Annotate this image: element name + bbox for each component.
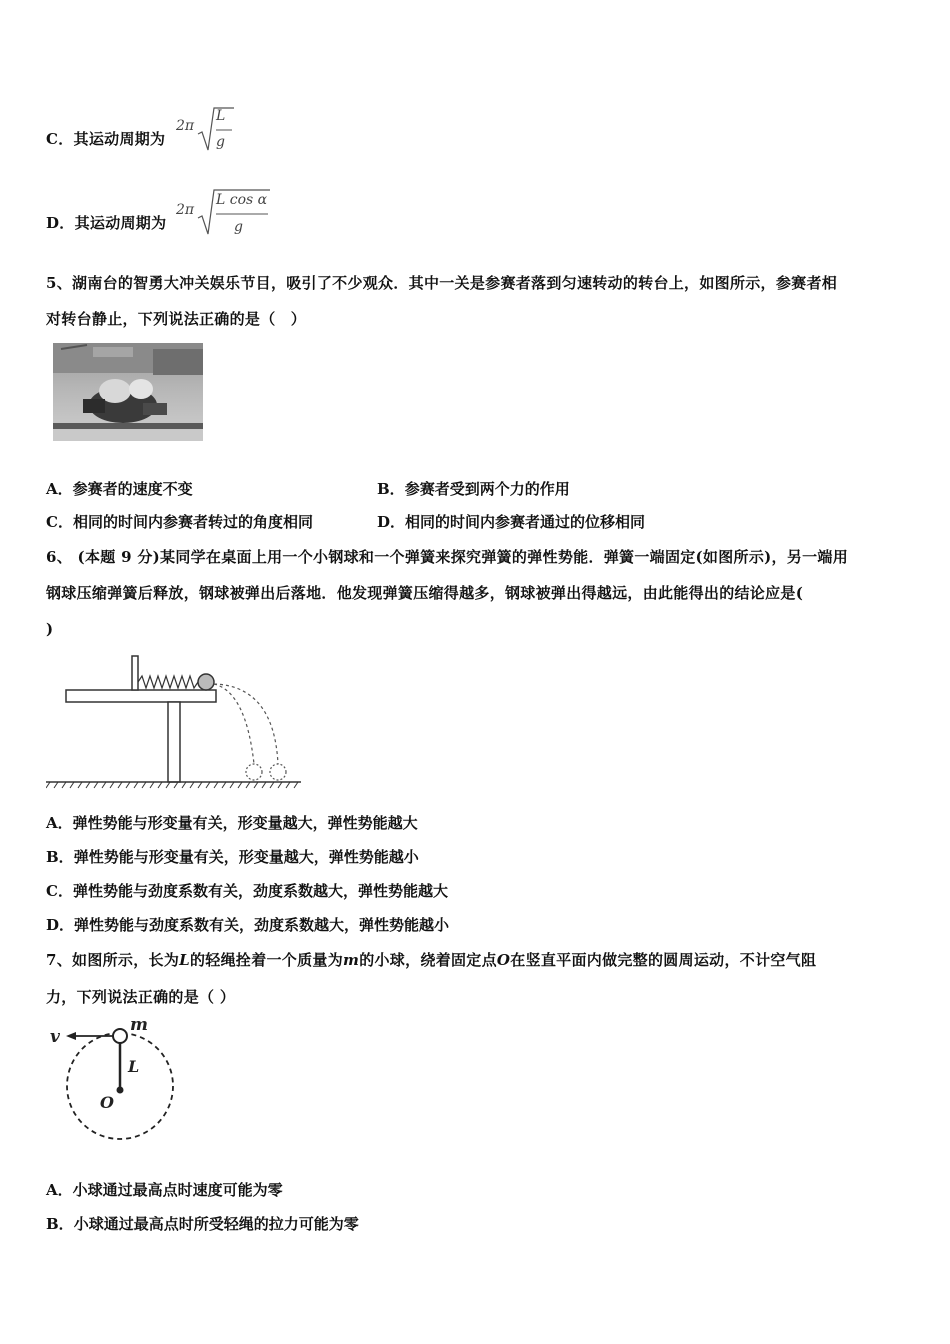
trajectory-near bbox=[214, 684, 254, 764]
option-label: C． bbox=[46, 513, 73, 531]
q7-stem-line1 bbox=[46, 949, 816, 970]
landed-ball-near bbox=[246, 764, 262, 780]
option-label: D． bbox=[46, 214, 75, 232]
q5-option-b bbox=[377, 478, 570, 499]
stem-part: 7、如图所示，长为 bbox=[46, 951, 180, 969]
q5-option-a bbox=[46, 478, 193, 499]
option-text: 弹性势能与劲度系数有关，劲度系数越大，弹性势能越小 bbox=[74, 916, 450, 934]
option-text: 弹性势能与劲度系数有关，劲度系数越大，弹性势能越大 bbox=[72, 882, 448, 900]
steel-ball bbox=[198, 674, 214, 690]
q5-photo bbox=[53, 343, 203, 441]
q5-option-d bbox=[377, 511, 645, 532]
option-label: D． bbox=[46, 916, 75, 934]
table-top bbox=[66, 690, 216, 702]
arrow-head-icon bbox=[66, 1032, 76, 1040]
q6-option-d bbox=[46, 914, 449, 935]
formula-den: g bbox=[234, 219, 243, 235]
q6-option-b bbox=[46, 846, 419, 867]
q6-option-a bbox=[46, 812, 418, 833]
q7-option-a bbox=[46, 1179, 283, 1200]
option-text: 弹性势能与形变量有关，形变量越大，弹性势能越大 bbox=[72, 814, 418, 832]
formula-num: L cos α bbox=[216, 192, 268, 208]
landed-ball-far bbox=[270, 764, 286, 780]
option-text: 小球通过最高点时所受轻绳的拉力可能为零 bbox=[73, 1215, 359, 1233]
option-text: 相同的时间内参赛者通过的位移相同 bbox=[405, 513, 646, 531]
q4-option-c bbox=[46, 128, 165, 149]
q4-d-formula bbox=[176, 186, 276, 240]
q5-stem-line1: 5、湖南台的智勇大冲关娱乐节目，吸引了不少观众．其中一关是参赛者落到匀速转动的转台上，如图所示，参赛者相 bbox=[46, 274, 838, 292]
pivot-point bbox=[117, 1087, 124, 1094]
spring bbox=[138, 676, 198, 688]
formula-coef: 2π bbox=[176, 202, 195, 218]
q6-stem-line2: 钢球压缩弹簧后释放，钢球被弹出后落地．他发现弹簧压缩得越多，钢球被弹出得越远，由此能得出的结论应是( bbox=[46, 584, 804, 602]
circular-motion-diagram bbox=[44, 1014, 194, 1146]
option-label: B． bbox=[46, 1215, 74, 1233]
label-O: O bbox=[100, 1093, 114, 1112]
q5-stem-line2: 对转台静止，下列说法正确的是（ ） bbox=[46, 310, 307, 328]
var-O: O bbox=[496, 951, 511, 969]
q6-stem-line1: 6、 (本题 9 分)某同学在桌面上用一个小钢球和一个弹簧来探究弹簧的弹性势能．弹簧一端固定(如图所示)，另一端用 bbox=[46, 548, 849, 566]
q4-c-formula bbox=[176, 104, 236, 156]
option-text: 弹性势能与形变量有关，形变量越大，弹性势能越小 bbox=[73, 848, 419, 866]
q6-option-c bbox=[46, 880, 448, 901]
label-m: m bbox=[130, 1015, 148, 1035]
formula-num: L bbox=[216, 108, 226, 124]
option-text: 参赛者受到两个力的作用 bbox=[404, 480, 570, 498]
var-m: m bbox=[343, 951, 360, 969]
option-label: B． bbox=[377, 480, 405, 498]
option-label: D． bbox=[377, 513, 406, 531]
option-label: A． bbox=[46, 814, 73, 832]
option-text: 相同的时间内参赛者转过的角度相同 bbox=[72, 513, 313, 531]
ball bbox=[113, 1029, 127, 1043]
option-label: B． bbox=[46, 848, 74, 866]
q5-option-c bbox=[46, 511, 313, 532]
option-label: C． bbox=[46, 882, 73, 900]
fixed-post bbox=[132, 656, 138, 690]
label-v: v bbox=[50, 1027, 60, 1047]
q4-option-d bbox=[46, 212, 166, 233]
stem-part: 的轻绳拴着一个质量为 bbox=[190, 951, 344, 969]
trajectory-far bbox=[214, 684, 278, 764]
option-label: A． bbox=[46, 480, 73, 498]
option-text: 其运动周期为 bbox=[74, 214, 167, 232]
stem-part: 在竖直平面内做完整的圆周运动，不计空气阻 bbox=[510, 951, 817, 969]
var-L: L bbox=[179, 951, 190, 969]
table-leg bbox=[168, 702, 180, 782]
option-label: A． bbox=[46, 1181, 73, 1199]
label-L: L bbox=[128, 1057, 140, 1076]
stem-part: 的小球，绕着固定点 bbox=[359, 951, 497, 969]
spring-table-diagram bbox=[46, 652, 306, 792]
option-text: 其运动周期为 bbox=[73, 130, 166, 148]
turntable-photo-image bbox=[53, 343, 203, 441]
formula-coef: 2π bbox=[176, 118, 195, 134]
q7-option-b bbox=[46, 1213, 359, 1234]
option-text: 参赛者的速度不变 bbox=[72, 480, 193, 498]
option-label: C． bbox=[46, 130, 74, 148]
q6-stem-line3: ) bbox=[46, 620, 54, 638]
formula-den: g bbox=[216, 134, 225, 150]
option-text: 小球通过最高点时速度可能为零 bbox=[72, 1181, 283, 1199]
q7-stem-line2: 力，下列说法正确的是（ ） bbox=[46, 988, 236, 1006]
